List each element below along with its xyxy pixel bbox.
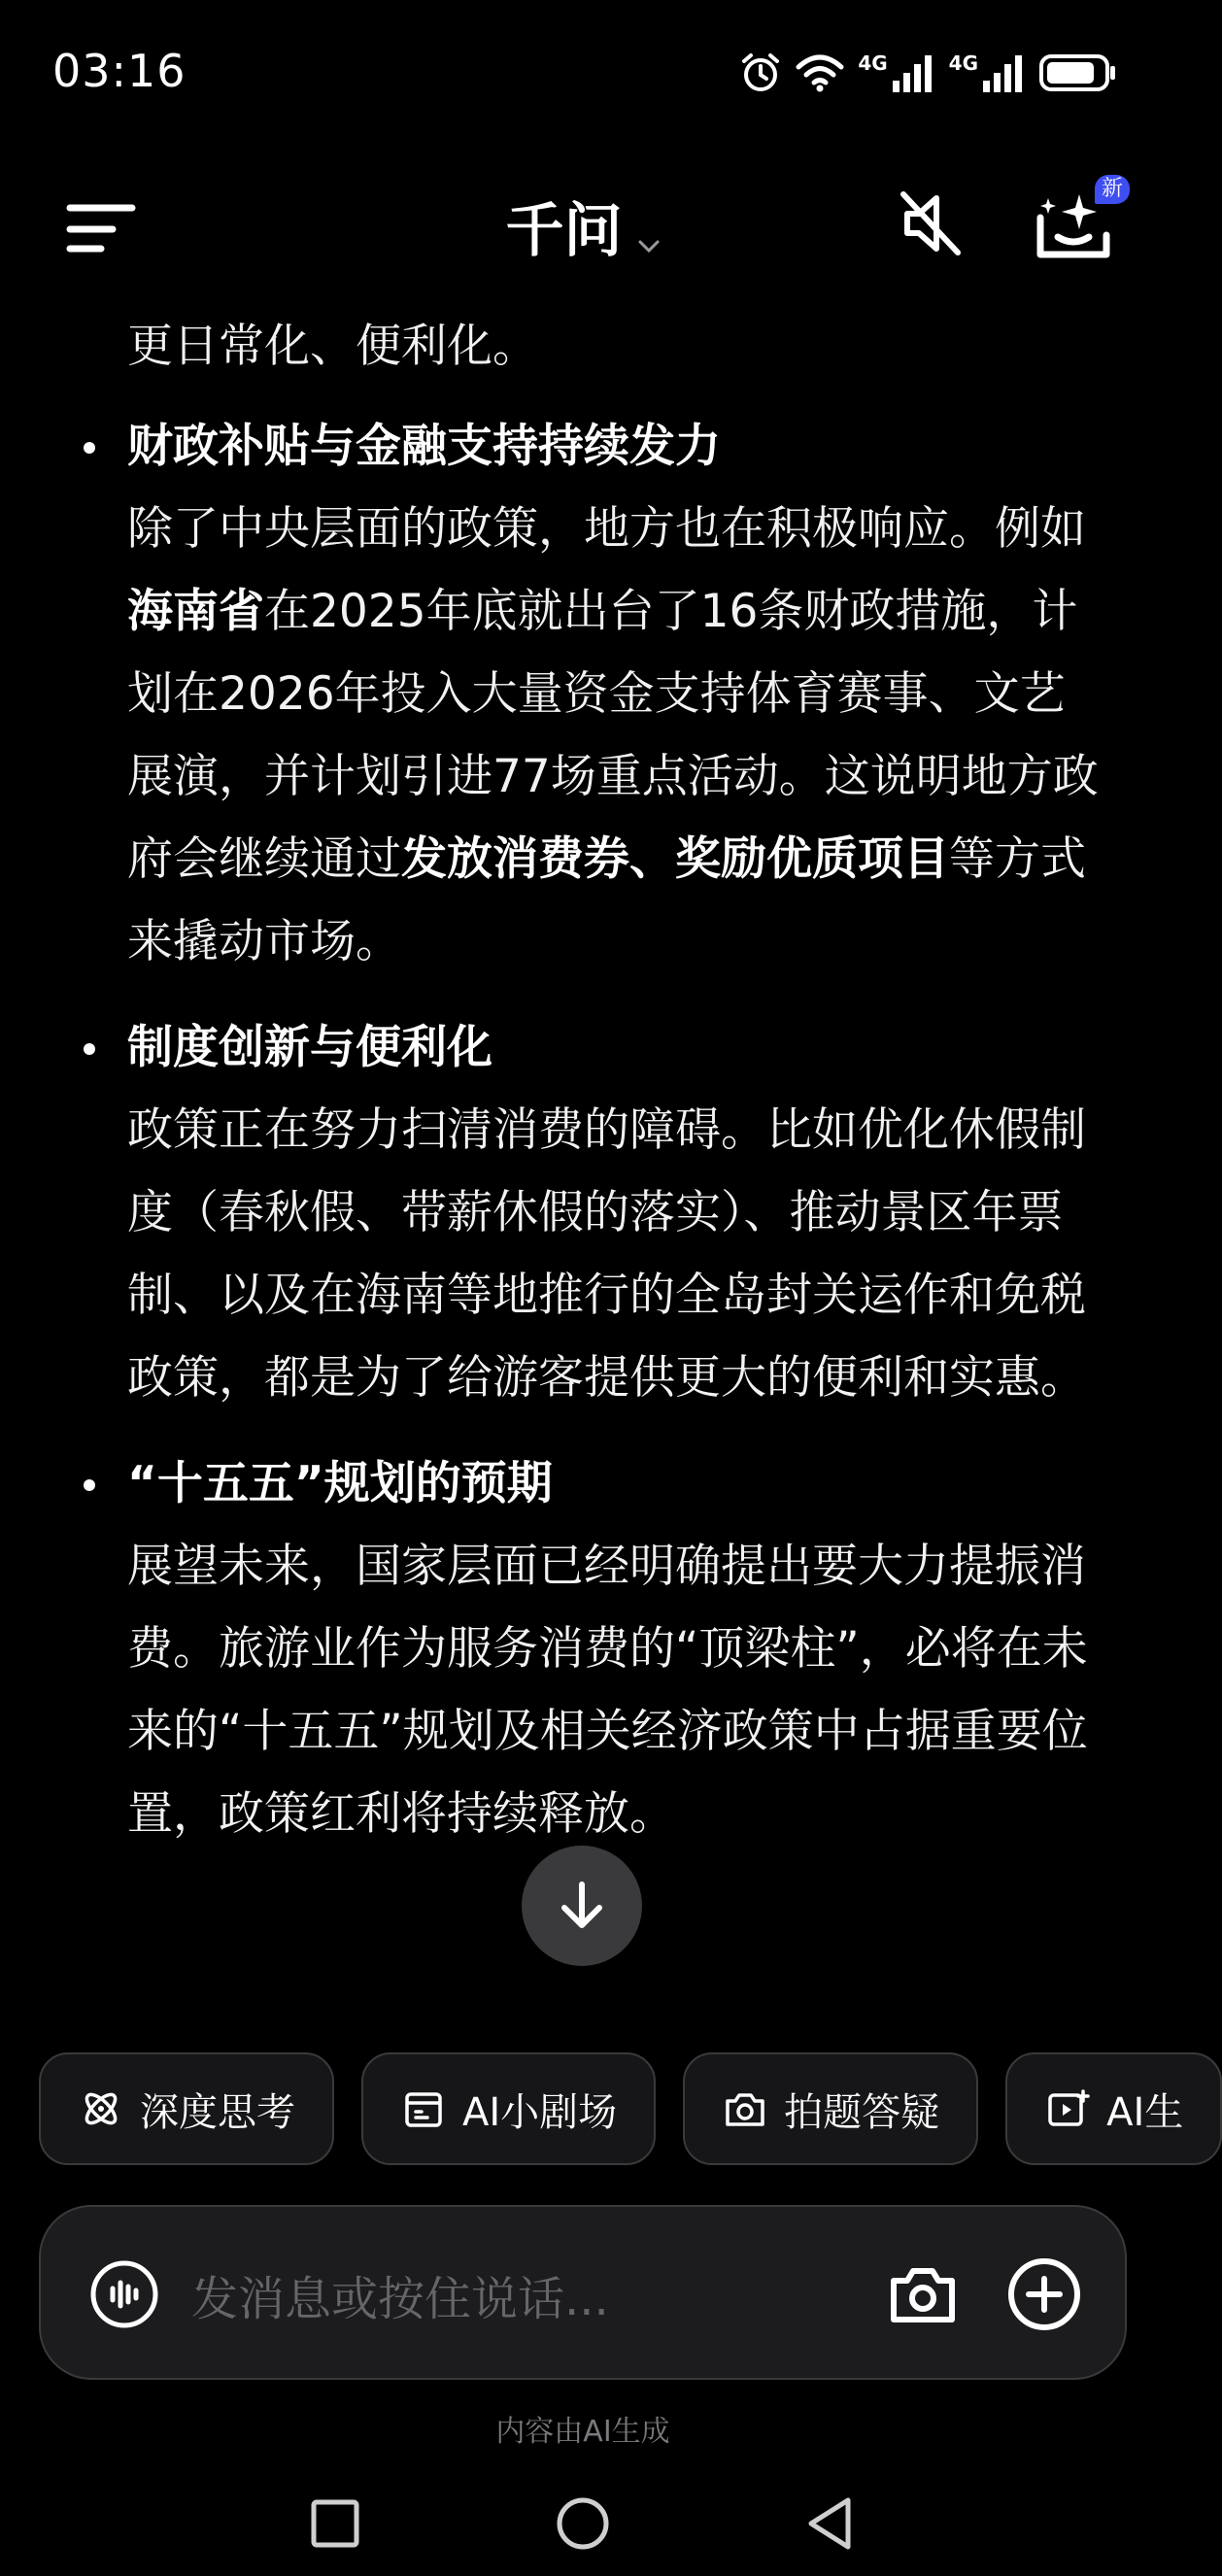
camera-button[interactable]	[886, 2257, 960, 2331]
alarm-icon	[739, 51, 782, 94]
plus-circle-icon	[1005, 2255, 1083, 2333]
new-chat-button[interactable]	[1025, 175, 1122, 272]
bold-text: 发放消费券、奖励优质项目	[401, 832, 949, 886]
signal-icon	[981, 53, 1026, 92]
title-switcher[interactable]	[0, 185, 1166, 268]
new-badge: 新	[1095, 175, 1130, 204]
message-input[interactable]: 发消息或按住说话...	[191, 2272, 609, 2326]
bullet-text: 除了中央层面的政策，地方也在积极响应。例如	[127, 502, 1086, 556]
list-item	[0, 1006, 1166, 1419]
message-paragraph: 更日常化、便利化。	[127, 320, 538, 373]
list-item	[0, 1442, 1166, 1855]
chip-label: AI生	[1106, 2089, 1184, 2135]
bullet-list	[0, 405, 1166, 1855]
status-time: 03:16	[52, 45, 187, 97]
voice-button[interactable]	[89, 2259, 159, 2329]
quick-actions	[39, 2052, 1222, 2165]
theater-icon	[402, 2087, 445, 2130]
video-plus-icon	[1046, 2087, 1089, 2130]
back-triangle-icon	[801, 2494, 860, 2553]
message-content	[0, 291, 1166, 1962]
chip-ai-generate[interactable]	[1005, 2052, 1222, 2165]
back-button[interactable]	[801, 2494, 860, 2553]
bullet-text: 展望未来，国家层面已经明确提出要大力提振消费。旅游业作为服务消费的“顶梁柱”，必将在未来的“十五五”规划及相关经济政策中占据重要位置，政策红利将持续释放。	[127, 1540, 1088, 1841]
voice-icon	[89, 2259, 159, 2329]
mute-button[interactable]	[894, 185, 971, 262]
bullet-text: 等方式来撬动市场。	[127, 832, 1086, 968]
bullet-heading: 制度创新与便利化	[127, 1021, 492, 1074]
battery-icon	[1039, 53, 1117, 92]
chip-label: 深度思考	[140, 2089, 295, 2135]
chip-deep-thinking[interactable]	[39, 2052, 334, 2165]
camera-icon	[886, 2257, 960, 2331]
atom-icon	[80, 2087, 122, 2130]
signal-icon	[891, 53, 935, 92]
system-nav-bar	[0, 2467, 1166, 2574]
bullet-heading: “十五五”规划的预期	[127, 1457, 553, 1510]
chip-label: AI小剧场	[462, 2089, 618, 2135]
status-icons	[739, 49, 1117, 97]
bullet-text: 政策正在努力扫清消费的障碍。比如优化休假制度（春秋假、带薪休假的落实）、推动景区年票制、以及在海南等地推行的全岛封关运作和免税政策，都是为了给游客提供更大的便利和实惠。	[127, 1103, 1086, 1405]
add-attachment-button[interactable]	[1005, 2255, 1083, 2333]
network-type-label: 4G	[948, 51, 978, 75]
speaker-muted-icon	[894, 185, 971, 262]
network-type-label: 4G	[858, 51, 888, 75]
bold-text: 海南省	[127, 585, 264, 638]
square-icon	[306, 2494, 364, 2553]
chip-photo-question[interactable]	[683, 2052, 978, 2165]
arrow-down-icon	[559, 1881, 605, 1931]
chevron-down-icon	[637, 239, 661, 254]
recent-apps-button[interactable]	[306, 2494, 364, 2553]
status-bar	[0, 0, 1166, 146]
wifi-icon	[796, 53, 844, 92]
camera-plus-icon	[724, 2087, 766, 2130]
scroll-to-bottom-button[interactable]	[522, 1846, 642, 1966]
ai-disclaimer: 内容由AI生成	[495, 2415, 670, 2449]
home-button[interactable]	[554, 2494, 612, 2553]
app-header	[0, 165, 1166, 282]
page-title: 千问	[505, 197, 623, 265]
list-item	[0, 405, 1166, 983]
message-input-bar	[39, 2205, 1127, 2380]
bullet-text: 在2025年底就出台了16条财政措施，计划在2026年投入大量资金支持体育赛事、文艺展演，并计划引进77场重点活动。这说明地方政府会继续通过	[127, 585, 1099, 886]
circle-icon	[554, 2494, 612, 2553]
chip-label: 拍题答疑	[784, 2089, 940, 2135]
chip-ai-theater[interactable]	[361, 2052, 656, 2165]
bullet-heading: 财政补贴与金融支持持续发力	[127, 420, 721, 473]
